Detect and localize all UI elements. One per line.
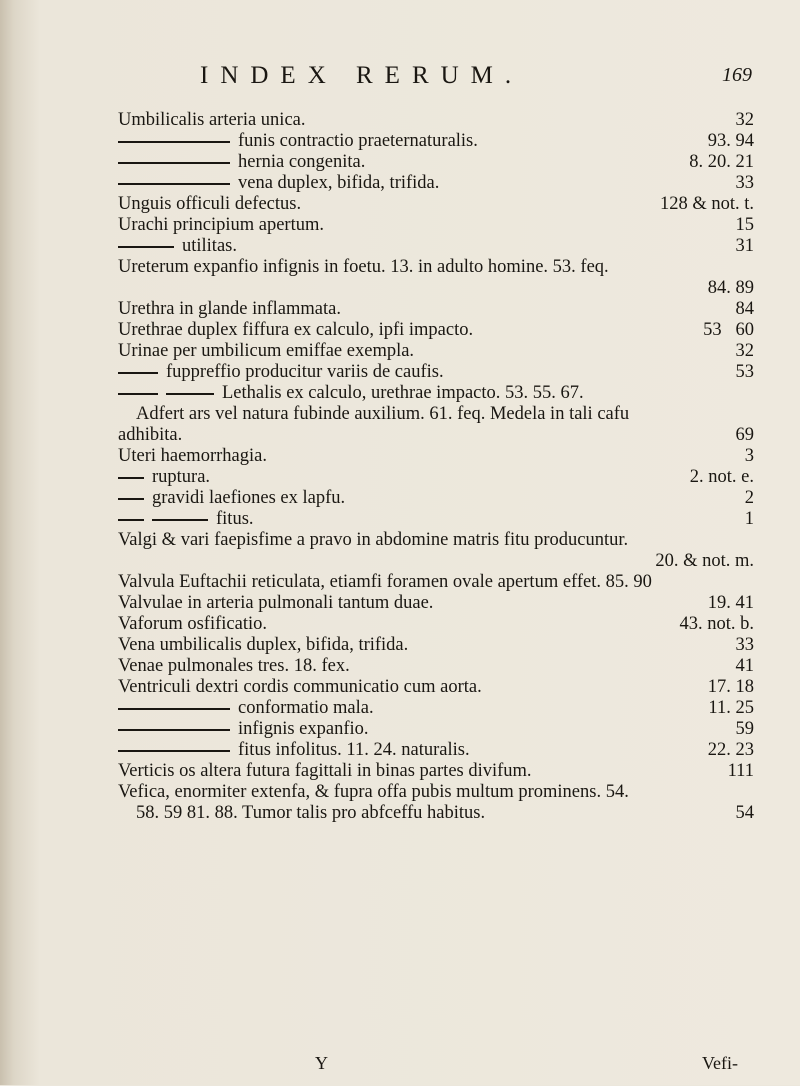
entry-text: Unguis officuli defectus. xyxy=(118,194,302,214)
entry-page: 17. 18 xyxy=(707,677,754,697)
entry-page: 15 xyxy=(735,215,754,235)
entry-page: 2. not. e. xyxy=(689,467,754,487)
index-entry xyxy=(118,593,754,614)
index-entry xyxy=(118,383,754,404)
index-entry xyxy=(118,677,754,698)
entry-page: 1 xyxy=(744,509,754,529)
page-footer xyxy=(0,1053,800,1086)
index-entry-continuation xyxy=(118,425,754,446)
index-entry xyxy=(118,257,754,278)
entry-page: 41 xyxy=(735,656,754,676)
index-entry xyxy=(118,467,754,488)
entry-text: fitus. xyxy=(216,509,254,529)
entry-page: 53 60 xyxy=(703,320,754,340)
index-entry xyxy=(118,110,754,131)
index-entry xyxy=(118,698,754,719)
index-entry xyxy=(118,152,754,173)
index-entry xyxy=(118,299,754,320)
entry-text: Uteri haemorrhagia. xyxy=(118,446,267,466)
entry-text: hernia congenita. xyxy=(238,152,366,172)
entry-page: 22. 23 xyxy=(707,740,754,760)
index-entry xyxy=(118,509,754,530)
index-entry-continuation xyxy=(118,278,754,299)
entry-text: gravidi laefiones ex lapfu. xyxy=(152,488,346,508)
entry-page: 59 xyxy=(735,719,754,739)
index-entry xyxy=(118,761,754,782)
page-title: INDEX RERUM. xyxy=(200,62,524,89)
ditto-dash xyxy=(118,509,144,530)
entry-text: Valgi & vari faepisfime a pravo in abdomine matris fitu producuntur. xyxy=(118,530,629,550)
entry-page: 31 xyxy=(735,236,754,256)
entry-page: 54 xyxy=(735,803,754,823)
ditto-dash xyxy=(118,362,158,383)
running-header xyxy=(200,62,752,96)
entry-text: Valvulae in arteria pulmonali tantum duae. xyxy=(118,593,434,613)
entry-page: 33 xyxy=(735,635,754,655)
entry-text: Urachi principium apertum. xyxy=(118,215,325,235)
entry-page: 33 xyxy=(735,173,754,193)
entry-text: Valvula Euftachii reticulata, etiamfi foramen ovale apertum effet. 85. 90 xyxy=(118,572,652,592)
entry-page: 111 xyxy=(727,761,754,781)
entry-page: 43. not. b. xyxy=(679,614,754,634)
index-entry xyxy=(118,446,754,467)
index-entry xyxy=(118,215,754,236)
catchword: Vefi- xyxy=(702,1053,738,1073)
page-number: 169 xyxy=(722,64,752,86)
ditto-dash xyxy=(152,509,208,530)
entry-page: 8. 20. 21 xyxy=(689,152,754,172)
entry-text: Urethra in glande inflammata. xyxy=(118,299,341,319)
index-entry-continuation xyxy=(118,803,754,824)
entry-page: 128 & not. t. xyxy=(659,194,754,214)
index-entry xyxy=(118,740,754,761)
index-entry xyxy=(118,194,754,215)
ditto-dash xyxy=(118,173,230,194)
entry-text: fuppreffio producitur variis de caufis. xyxy=(166,362,444,382)
entry-text: ruptura. xyxy=(152,467,211,487)
index-entry xyxy=(118,530,754,551)
entry-page: 19. 41 xyxy=(707,593,754,613)
index-entry-continuation xyxy=(118,551,754,572)
entry-page: 84 xyxy=(735,299,754,319)
entry-page: 11. 25 xyxy=(708,698,754,718)
ditto-dash xyxy=(118,236,174,257)
entry-text: funis contractio praeternaturalis. xyxy=(238,131,478,151)
index-entry xyxy=(118,131,754,152)
entry-text: Vefica, enormiter extenfa, & fupra offa pubis multum prominens. 54. xyxy=(118,782,629,802)
entry-text: Umbilicalis arteria unica. xyxy=(118,110,306,130)
ditto-dash xyxy=(118,467,144,488)
index-entry xyxy=(118,341,754,362)
entry-text: Ureterum expanfio infignis in foetu. 13. in adulto homine. 53. feq. xyxy=(118,257,609,277)
index-entries xyxy=(118,110,754,824)
entry-text: Vaforum osfificatio. xyxy=(118,614,267,634)
entry-page: 32 xyxy=(735,341,754,361)
index-entry xyxy=(118,635,754,656)
ditto-dash xyxy=(118,488,144,509)
entry-text: fitus infolitus. 11. 24. naturalis. xyxy=(238,740,470,760)
ditto-dash xyxy=(118,719,230,740)
entry-page: 3 xyxy=(744,446,754,466)
index-entry xyxy=(118,320,754,341)
entry-text: utilitas. xyxy=(182,236,237,256)
index-entry xyxy=(118,572,754,593)
entry-text: Adfert ars vel natura fubinde auxilium. 61. feq. Medela in tali cafu xyxy=(136,404,630,424)
entry-page: 84. 89 xyxy=(707,278,754,298)
index-entry xyxy=(118,656,754,677)
entry-text: adhibita. xyxy=(118,425,183,445)
entry-text: Urinae per umbilicum emiffae exempla. xyxy=(118,341,415,361)
index-entry xyxy=(118,488,754,509)
ditto-dash xyxy=(118,131,230,152)
ditto-dash xyxy=(118,152,230,173)
ditto-dash xyxy=(118,740,230,761)
entry-page: 53 xyxy=(735,362,754,382)
index-entry xyxy=(118,614,754,635)
ditto-dash xyxy=(118,698,230,719)
index-entry-continuation xyxy=(118,404,754,425)
entry-page: 2 xyxy=(744,488,754,508)
entry-text: infignis expanfio. xyxy=(238,719,369,739)
index-entry xyxy=(118,719,754,740)
entry-text: Vena umbilicalis duplex, bifida, trifida. xyxy=(118,635,409,655)
entry-text: 58. 59 81. 88. Tumor talis pro abfceffu habitus. xyxy=(136,803,486,823)
entry-page: 20. & not. m. xyxy=(655,551,754,571)
ditto-dash xyxy=(118,383,158,404)
index-entry xyxy=(118,782,754,803)
entry-text: Venae pulmonales tres. 18. fex. xyxy=(118,656,350,676)
index-entry xyxy=(118,236,754,257)
ditto-dash xyxy=(166,383,214,404)
entry-text: vena duplex, bifida, trifida. xyxy=(238,173,440,193)
entry-text: Verticis os altera futura fagittali in binas partes divifum. xyxy=(118,761,532,781)
signature-mark: Y xyxy=(315,1053,328,1073)
entry-page: 69 xyxy=(735,425,754,445)
entry-text: Urethrae duplex fiffura ex calculo, ipfi impacto. xyxy=(118,320,474,340)
entry-page: 32 xyxy=(735,110,754,130)
entry-page: 93. 94 xyxy=(707,131,754,151)
index-entry xyxy=(118,173,754,194)
entry-text: conformatio mala. xyxy=(238,698,374,718)
entry-text: Ventriculi dextri cordis communicatio cum aorta. xyxy=(118,677,482,697)
index-entry xyxy=(118,362,754,383)
entry-text: Lethalis ex calculo, urethrae impacto. 53. 55. 67. xyxy=(222,383,584,403)
